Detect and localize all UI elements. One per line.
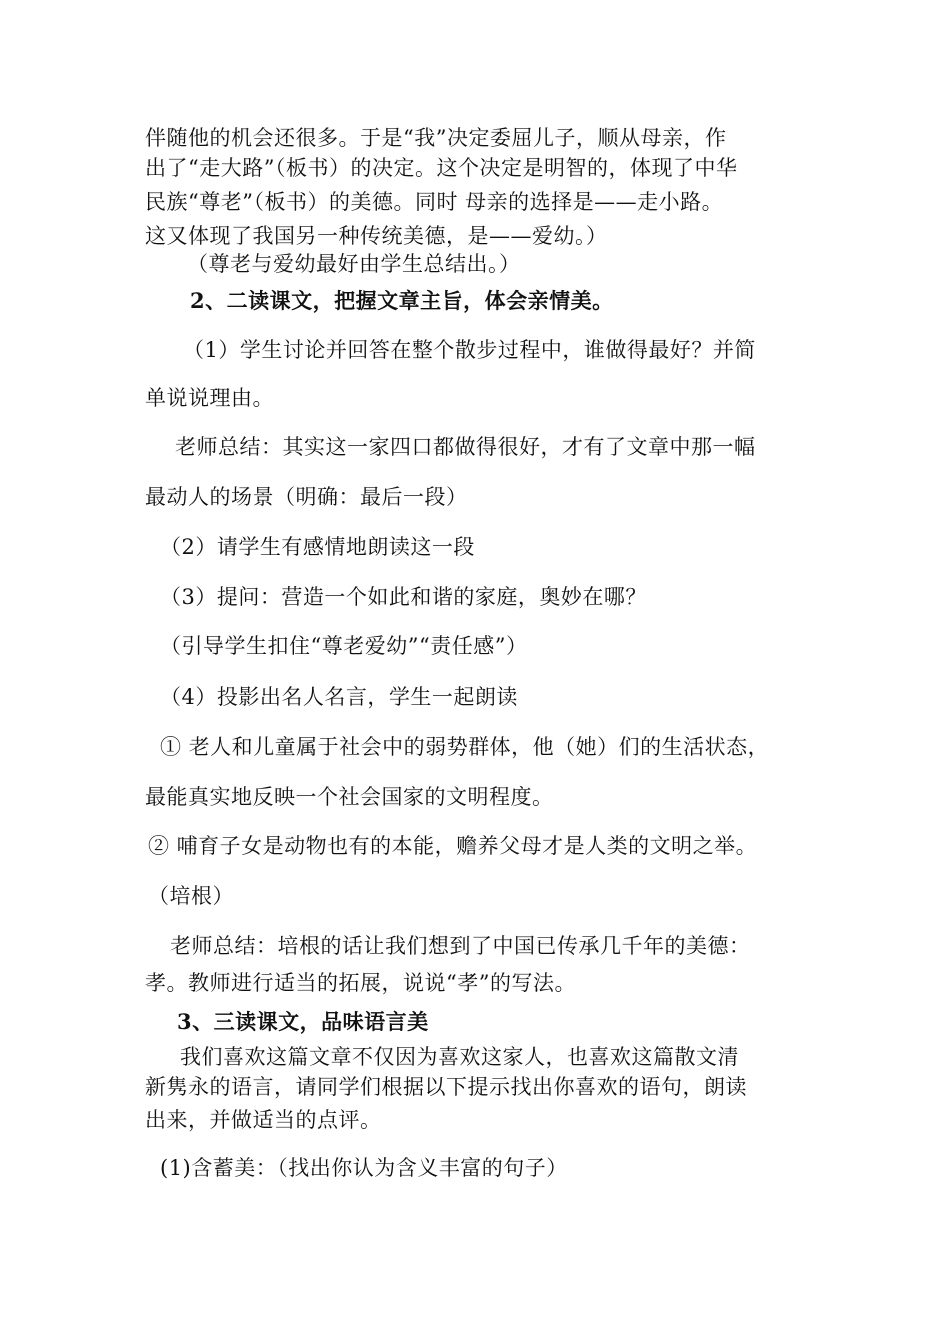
paragraph-line: 伴随他的机会还很多。于是“我”决定委屈儿子，顺从母亲，作 xyxy=(145,126,727,150)
paragraph-line: 单说说理由。 xyxy=(145,386,274,410)
quote-line: ② 哺育子女是动物也有的本能，赡养父母才是人类的文明之举。 xyxy=(148,834,758,858)
paragraph-line: 新隽永的语言，请同学们根据以下提示找出你喜欢的语句，朗读 xyxy=(145,1075,747,1099)
question-item: （3）提问：营造一个如此和谐的家庭，奥妙在哪？ xyxy=(160,585,647,609)
paragraph-line: 最动人的场景（明确：最后一段） xyxy=(145,485,468,509)
paragraph-line: 我们喜欢这篇文章不仅因为喜欢这家人，也喜欢这篇散文清 xyxy=(180,1045,739,1069)
teacher-summary: 老师总结：培根的话让我们想到了中国已传承几千年的美德： xyxy=(170,934,751,958)
paragraph-line: 孝。教师进行适当的拓展，说说“孝”的写法。 xyxy=(145,971,576,995)
question-item: （1）学生讨论并回答在整个散步过程中，谁做得最好？并简 xyxy=(183,338,756,362)
question-item: （4）投影出名人名言，学生一起朗读 xyxy=(160,685,518,709)
quote-author: （培根） xyxy=(148,884,234,908)
quote-line: 最能真实地反映一个社会国家的文明程度。 xyxy=(145,785,554,809)
paragraph-line: 民族“尊老”（板书）的美德。同时 母亲的选择是——走小路。 xyxy=(145,190,724,214)
paragraph-line: （尊老与爱幼最好由学生总结出。） xyxy=(187,252,521,276)
paragraph-line: 出来，并做适当的点评。 xyxy=(145,1108,382,1132)
teacher-summary: 老师总结：其实这一家四口都做得很好，才有了文章中那一幅 xyxy=(175,435,756,459)
paragraph-line: 这又体现了我国另一种传统美德，是——爱幼。） xyxy=(145,224,608,248)
paragraph-line: 出了“走大路”（板书）的决定。这个决定是明智的，体现了中华 xyxy=(145,156,738,180)
paragraph-line: （引导学生扣住“尊老爱幼”“责任感”） xyxy=(160,634,528,658)
question-item: (1)含蓄美：（找出你认为含义丰富的句子） xyxy=(160,1156,568,1180)
quote-line: ① 老人和儿童属于社会中的弱势群体，他（她）们的生活状态， xyxy=(160,735,770,759)
section-heading: 3、三读课文，品味语言美 xyxy=(177,1009,429,1034)
question-item: （2）请学生有感情地朗读这一段 xyxy=(160,535,475,559)
section-heading: 2、二读课文，把握文章主旨，体会亲情美。 xyxy=(190,288,614,313)
